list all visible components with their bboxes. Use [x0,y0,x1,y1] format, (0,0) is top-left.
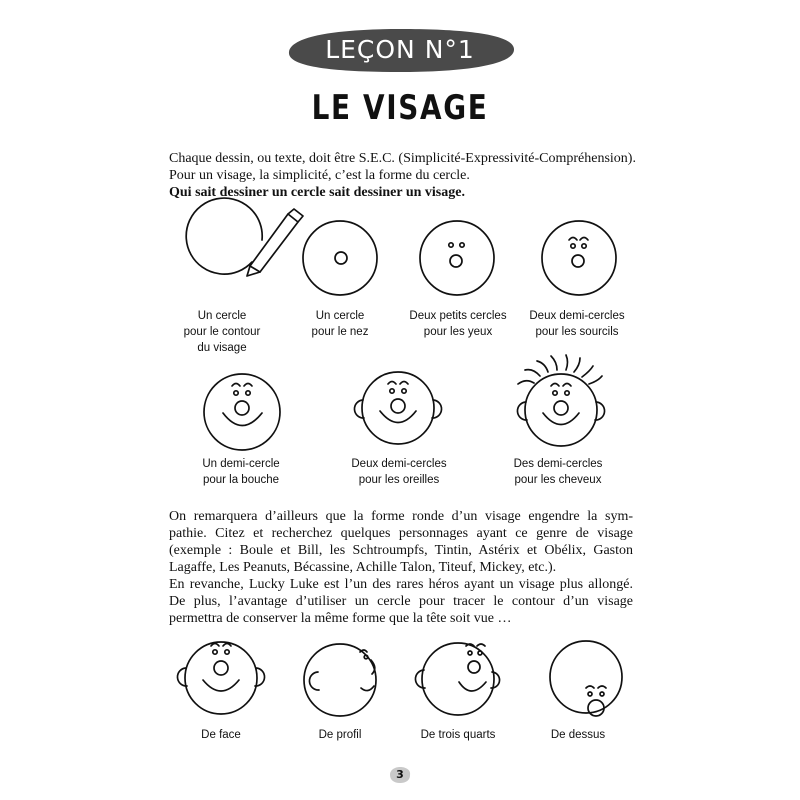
caption-step-3: Deux petits cercles pour les yeux [409,310,507,338]
step5-mouth-drawing [204,374,280,450]
caption-step-5: Un demi-cercle pour la bouche [202,458,280,486]
body-line: En revanche, Lucky Luke est l’un des rares héros ayant un visage plus allongé. [169,577,633,592]
step6-ears-drawing [354,372,441,444]
step1-contour-drawing [186,198,303,276]
body-line: On remarquera d’ailleurs que la forme ronde d’un visage engendre la sym- [169,509,633,524]
body-paragraph [169,508,633,627]
page-title: LE VISAGE [311,88,489,128]
page-number: 3 [387,765,413,785]
intro-line: Chaque dessin, ou texte, doit être S.E.C. (Simplicité-Expressivité-Compréhension). [169,151,636,166]
three-quarter-view-drawing [415,643,499,715]
front-view-drawing [177,642,264,714]
caption-profile-view: De profil [318,729,362,741]
caption-step-6: Deux demi-cercles pour les oreilles [351,458,447,486]
step2-nose-drawing [303,221,377,295]
body-line: (exemple : Boule et Bill, les Schtroumpfs, Tintin, Astérix et Obélix, Gaston [169,543,633,558]
profile-view-drawing [304,644,376,716]
body-line: Lagaffe, Les Peanuts, Bécassine, Achille Talon, Titeuf, Mickey, etc.). [169,560,557,575]
step3-eyes-drawing [420,221,494,295]
body-line: pathie. Citez et recherchez quelques personnages ayant ce genre de visage [169,526,633,541]
body-line: permettra de conserver la même forme que la tête soit vue … [169,611,512,626]
top-view-drawing [550,641,622,716]
step4-eyebrows-drawing [542,221,616,295]
caption-step-2: Un cercle pour le nez [311,310,369,338]
caption-step-4: Deux demi-cercles pour les sourcils [529,310,625,338]
intro-line-bold: Qui sait dessiner un cercle sait dessiner un visage. [169,185,465,200]
caption-three-quarter-view: De trois quarts [420,729,496,741]
caption-top-view: De dessus [550,729,606,741]
step7-hair-drawing [517,355,604,446]
intro-line: Pour un visage, la simplicité, c’est la forme du cercle. [169,168,470,183]
caption-front-view: De face [201,729,241,741]
caption-step-7: Des demi-cercles pour les cheveux [513,458,603,486]
body-line: De plus, l’avantage d’utiliser un cercle pour tracer le contour d’un visage [169,594,633,609]
lesson-label: LEÇON N°1 [325,35,475,64]
caption-step-1: Un cercle pour le contour du visage [183,310,261,354]
